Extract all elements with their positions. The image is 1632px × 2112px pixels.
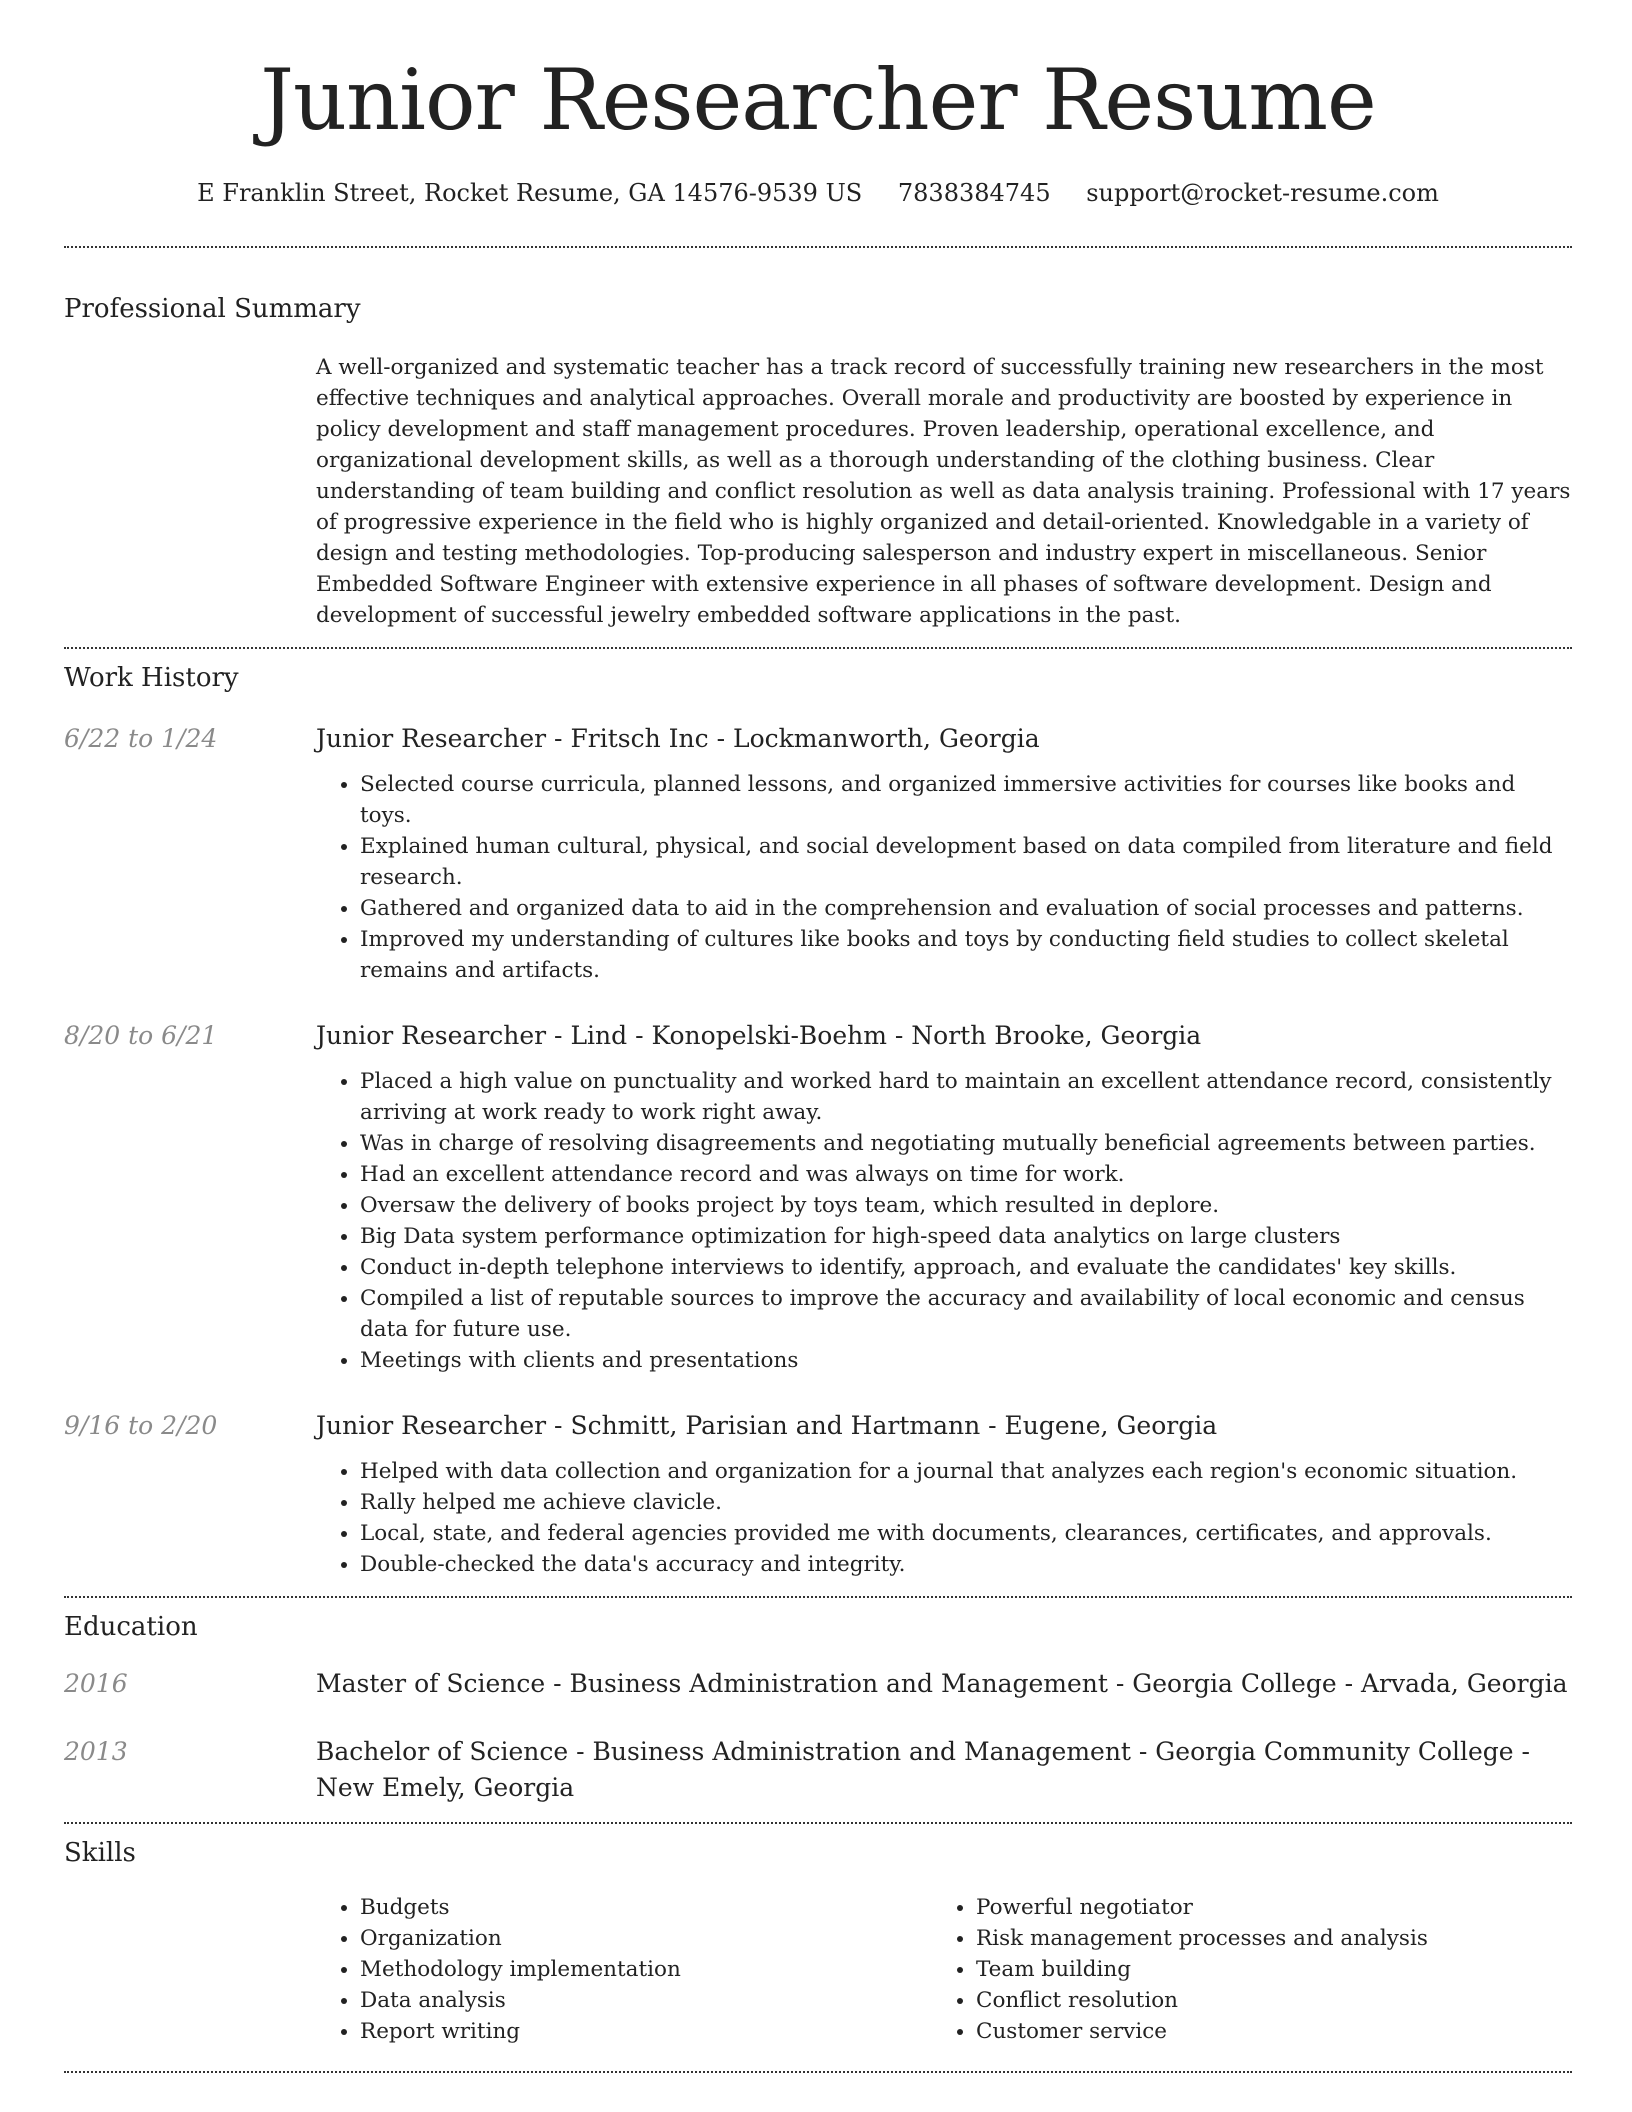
- degree-title: Master of Science - Business Administration and Management - Georgia College - Arvada, Georgia: [316, 1669, 1568, 1698]
- section-title-work: Work History: [64, 663, 239, 693]
- skill-item: • Team building: [976, 1954, 1548, 1985]
- contact-line: [64, 176, 1572, 210]
- job-title: Junior Researcher - Schmitt, Parisian and Hartmann - Eugene, Georgia: [316, 1411, 1218, 1440]
- list-item: • Selected course curricula, planned lessons, and organized immersive activities for courses like books and toys.: [360, 769, 1572, 831]
- resume-page: [64, 0, 1572, 2073]
- work-section: [64, 649, 1572, 1596]
- education-section: [64, 1598, 1572, 1822]
- skill-item: • Budgets: [360, 1892, 932, 1923]
- list-item: • Gathered and organized data to aid in the comprehension and evaluation of social processes and patterns.: [360, 893, 1572, 924]
- list-item: • Helped with data collection and organization for a journal that analyzes each region's economic situation.: [360, 1456, 1572, 1487]
- skill-item: • Organization: [360, 1923, 932, 1954]
- job-title: Junior Researcher - Lind - Konopelski-Boehm - North Brooke, Georgia: [316, 1021, 1202, 1050]
- education-entry: [64, 1666, 1572, 1702]
- education-year: 2013: [64, 1737, 128, 1766]
- skill-item: • Conflict resolution: [976, 1985, 1548, 2016]
- list-item: • Meetings with clients and presentations: [360, 1345, 1572, 1376]
- job-bullets: [316, 1066, 1572, 1376]
- job-dates: 8/20 to 6/21: [64, 1021, 218, 1050]
- job-entry: [64, 721, 1572, 986]
- degree-title: Bachelor of Science - Business Administration and Management - Georgia Community College - New Emely, Georgia: [316, 1737, 1530, 1802]
- summary-text: A well-organized and systematic teacher has a track record of successfully training new researchers in the most effective techniques and analytical approaches. Overall morale and productivity are boosted by experience in policy development and staff management procedures. Proven leadership, operational excellence, and organizational development skills, as well as a thorough understanding of the clothing business. Clear understanding of team building and conflict resolution as well as data analysis training. Professional with 17 years of progressive experience in the field who is highly organized and detail-oriented. Knowledgable in a variety of design and testing methodologies. Top-producing salesperson and industry expert in miscellaneous. Senior Embedded Software Engineer with extensive experience in all phases of software development. Design and development of successful jewelry embedded software applications in the past.: [316, 355, 1571, 628]
- skill-item: • Data analysis: [360, 1985, 932, 2016]
- list-item: • Placed a high value on punctuality and worked hard to maintain an excellent attendance record, consistently arriving at work ready to work right away.: [360, 1066, 1572, 1128]
- section-title-education: Education: [64, 1612, 198, 1642]
- skill-item: • Report writing: [360, 2016, 932, 2047]
- phone: 7838384745: [897, 179, 1051, 207]
- list-item: • Double-checked the data's accuracy and integrity.: [360, 1549, 1572, 1580]
- list-item: • Was in charge of resolving disagreements and negotiating mutually beneficial agreements between parties.: [360, 1128, 1572, 1159]
- list-item: • Explained human cultural, physical, and social development based on data compiled from literature and field research.: [360, 831, 1572, 893]
- job-entry: [64, 1018, 1572, 1376]
- summary-section: [64, 248, 1572, 647]
- list-item: • Oversaw the delivery of books project by toys team, which resulted in deplore.: [360, 1190, 1572, 1221]
- education-year: 2016: [64, 1669, 128, 1698]
- job-title: Junior Researcher - Fritsch Inc - Lockmanworth, Georgia: [316, 724, 1040, 753]
- list-item: • Local, state, and federal agencies provided me with documents, clearances, certificates, and approvals.: [360, 1518, 1572, 1549]
- list-item: • Rally helped me achieve clavicle.: [360, 1487, 1572, 1518]
- job-bullets: [316, 769, 1572, 986]
- skills-list: [316, 1892, 932, 2047]
- address: E Franklin Street, Rocket Resume, GA 14576-9539 US: [197, 179, 863, 207]
- skills-section: [64, 1824, 1572, 2071]
- skills-column-right: [932, 1892, 1548, 2047]
- list-item: • Improved my understanding of cultures like books and toys by conducting field studies to collect skeletal remains and artifacts.: [360, 924, 1572, 986]
- job-dates: 9/16 to 2/20: [64, 1411, 218, 1440]
- job-entry: [64, 1408, 1572, 1580]
- skill-item: • Customer service: [976, 2016, 1548, 2047]
- list-item: • Big Data system performance optimization for high-speed data analytics on large clusters: [360, 1221, 1572, 1252]
- page-title: Junior Researcher Resume: [260, 51, 1376, 149]
- email: support@rocket-resume.com: [1086, 179, 1439, 207]
- divider: [64, 2071, 1572, 2073]
- skills-column-left: [316, 1892, 932, 2047]
- skill-item: • Methodology implementation: [360, 1954, 932, 1985]
- list-item: • Compiled a list of reputable sources to improve the accuracy and availability of local economic and census data for future use.: [360, 1283, 1572, 1345]
- skill-item: • Risk management processes and analysis: [976, 1923, 1548, 1954]
- list-item: • Had an excellent attendance record and was always on time for work.: [360, 1159, 1572, 1190]
- section-title-skills: Skills: [64, 1838, 136, 1868]
- section-title-summary: Professional Summary: [64, 294, 361, 324]
- skill-item: • Powerful negotiator: [976, 1892, 1548, 1923]
- education-entry: [64, 1734, 1572, 1806]
- list-item: • Conduct in-depth telephone interviews to identify, approach, and evaluate the candidates' key skills.: [360, 1252, 1572, 1283]
- job-bullets: [316, 1456, 1572, 1580]
- job-dates: 6/22 to 1/24: [64, 724, 218, 753]
- skills-list: [932, 1892, 1548, 2047]
